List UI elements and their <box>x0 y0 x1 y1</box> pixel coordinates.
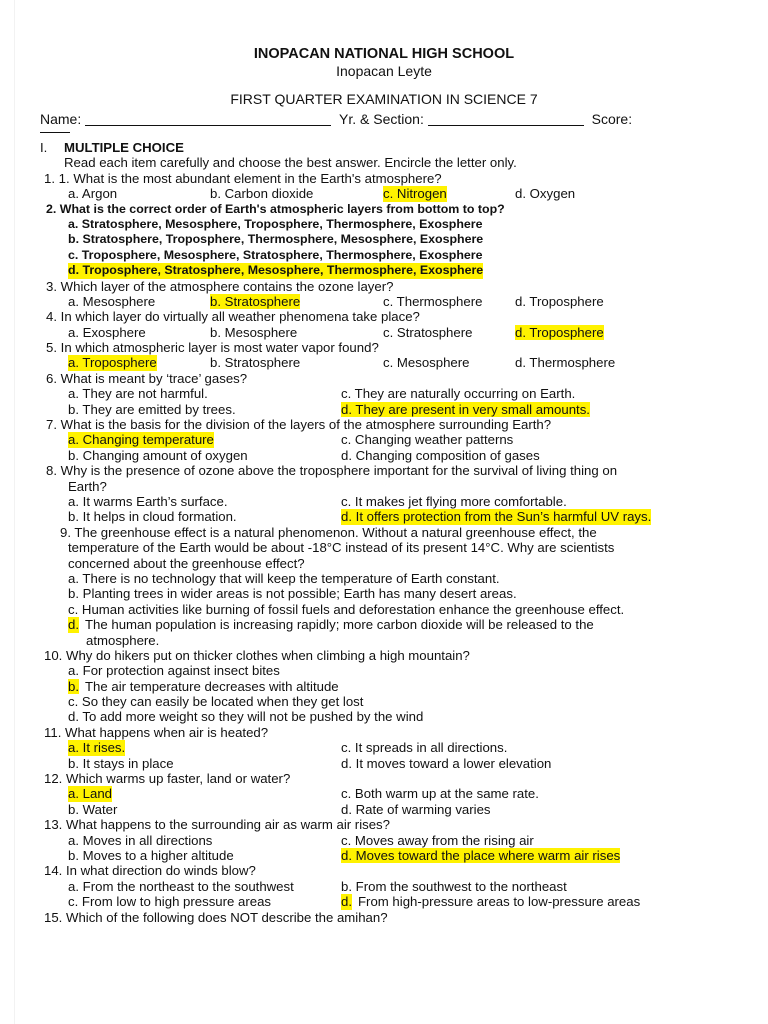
school-name: INOPACAN NATIONAL HIGH SCHOOL <box>253 46 515 62</box>
exam-line <box>0 879 768 894</box>
highlighted-answer: d. <box>68 617 79 633</box>
exam-line <box>0 817 768 832</box>
exam-text: a. Argon <box>68 186 118 202</box>
exam-text: b. Changing amount of oxygen <box>68 447 248 463</box>
exam-line <box>0 402 768 417</box>
section-blank <box>428 111 584 126</box>
exam-text: 2. What is the correct order of Earth's atmospheric layers from bottom to top? <box>46 201 505 216</box>
exam-text: 3. Which layer of the atmosphere contains the ozone layer? <box>46 278 394 294</box>
exam-line <box>0 910 768 925</box>
exam-line <box>0 371 768 386</box>
exam-line <box>0 432 768 447</box>
exam-line <box>0 786 768 801</box>
exam-text: The human population is increasing rapidly; more carbon dioxide will be released to the <box>85 617 594 633</box>
school-location: Inopacan Leyte <box>336 63 432 79</box>
exam-line <box>0 556 768 571</box>
exam-title: FIRST QUARTER EXAMINATION IN SCIENCE 7 <box>230 91 538 107</box>
exam-text: d. Rate of warming varies <box>341 801 491 817</box>
exam-line <box>0 417 768 432</box>
exam-line <box>0 802 768 817</box>
exam-text: c. It spreads in all directions. <box>341 740 508 756</box>
exam-text: b. Mesosphere <box>210 324 298 340</box>
highlighted-answer: b. Stratosphere <box>210 293 301 309</box>
exam-text: a. Mesosphere <box>68 293 156 309</box>
exam-line <box>0 571 768 586</box>
exam-text: a. Moves in all directions <box>68 832 213 848</box>
exam-text: c. They are naturally occurring on Earth. <box>341 386 576 402</box>
exam-line <box>0 171 768 186</box>
exam-text: c. So they can easily be located when they get lost <box>68 694 364 710</box>
exam-text: c. Troposphere, Mesosphere, Stratosphere, Thermosphere, Exosphere <box>68 247 483 262</box>
exam-text: 14. In what direction do winds blow? <box>44 863 256 879</box>
exam-line <box>0 509 768 524</box>
exam-text: c. Both warm up at the same rate. <box>341 786 539 802</box>
exam-text: c. From low to high pressure areas <box>68 894 272 910</box>
exam-text: 9. The greenhouse effect is a natural phenomenon. Without a natural greenhouse effect, the <box>60 524 597 540</box>
exam-text: 15. Which of the following does NOT describe the amihan? <box>44 909 388 925</box>
exam-line <box>0 232 768 247</box>
exam-text: b. It helps in cloud formation. <box>68 509 237 525</box>
exam-line <box>0 294 768 309</box>
highlighted-answer: d. Troposphere, Stratosphere, Mesosphere, Thermosphere, Exosphere <box>68 263 484 278</box>
name-blank <box>85 111 331 126</box>
exam-text: a. Exosphere <box>68 324 146 340</box>
exam-text: b. From the southwest to the northeast <box>341 878 567 894</box>
exam-text: 5. In which atmospheric layer is most water vapor found? <box>46 340 379 356</box>
exam-line <box>0 663 768 678</box>
exam-line <box>0 494 768 509</box>
exam-line <box>0 525 768 540</box>
exam-text: c. Human activities like burning of fossil fuels and deforestation enhance the greenhouse effect. <box>68 601 625 617</box>
exam-text: b. Moves to a higher altitude <box>68 847 234 863</box>
exam-line <box>0 771 768 786</box>
exam-text: 13. What happens to the surrounding air as warm air rises? <box>44 817 390 833</box>
exam-text: c. Changing weather patterns <box>341 432 514 448</box>
exam-text: a. For protection against insect bites <box>68 663 280 679</box>
exam-text: From high-pressure areas to low-pressure areas <box>358 894 641 910</box>
exam-text: 8. Why is the presence of ozone above the troposphere important for the survival of living thing on <box>46 463 618 479</box>
exam-line <box>0 202 768 217</box>
exam-line <box>0 586 768 601</box>
exam-text: d. Oxygen <box>515 186 576 202</box>
exam-text: 1. 1. What is the most abundant element in the Earth's atmosphere? <box>44 170 442 186</box>
exam-text: temperature of the Earth would be about -18°C instead of its present 14°C. Why are scientists <box>68 540 615 556</box>
exam-line <box>0 833 768 848</box>
highlighted-answer: a. Troposphere <box>68 355 157 371</box>
highlighted-answer: b. <box>68 678 79 694</box>
exam-line <box>0 355 768 370</box>
exam-line <box>0 448 768 463</box>
exam-text: atmosphere. <box>86 632 160 648</box>
exam-text: c. Stratosphere <box>383 324 473 340</box>
exam-line <box>0 694 768 709</box>
exam-text: b. Carbon dioxide <box>210 186 314 202</box>
document-header <box>0 46 768 108</box>
exam-text: 10. Why do hikers put on thicker clothes when climbing a high mountain? <box>44 647 470 663</box>
exam-line <box>0 863 768 878</box>
section-number: I. <box>40 140 48 155</box>
exam-line <box>0 617 768 632</box>
highlighted-answer: a. It rises. <box>68 740 126 756</box>
exam-line <box>0 479 768 494</box>
highlighted-answer: a. Changing temperature <box>68 432 214 448</box>
section-heading <box>0 140 768 155</box>
student-info-row <box>40 111 740 128</box>
exam-text: a. There is no technology that will keep the temperature of Earth constant. <box>68 570 500 586</box>
exam-line <box>0 740 768 755</box>
exam-text: b. Planting trees in wider areas is not possible; Earth has many desert areas. <box>68 586 517 602</box>
exam-line <box>0 602 768 617</box>
exam-line <box>0 340 768 355</box>
highlighted-answer: d. <box>341 894 352 910</box>
highlighted-answer: d. Troposphere <box>515 324 604 340</box>
exam-text: 12. Which warms up faster, land or water? <box>44 771 291 787</box>
exam-text: 7. What is the basis for the division of the layers of the atmosphere surrounding Earth? <box>46 417 552 433</box>
highlighted-answer: a. Land <box>68 786 112 802</box>
exam-text: b. It stays in place <box>68 755 174 771</box>
exam-line <box>0 309 768 324</box>
exam-line <box>0 633 768 648</box>
exam-line <box>0 756 768 771</box>
score-label: Score: <box>591 111 633 127</box>
exam-line <box>0 540 768 555</box>
highlighted-answer: d. Moves toward the place where warm air rises <box>341 847 621 863</box>
exam-line <box>0 217 768 232</box>
section-instruction <box>0 155 768 170</box>
exam-line <box>0 848 768 863</box>
exam-text: c. Moves away from the rising air <box>341 832 534 848</box>
exam-text: The air temperature decreases with altitude <box>85 678 339 694</box>
exam-text: 6. What is meant by ‘trace’ gases? <box>46 370 248 386</box>
exam-text: b. Water <box>68 801 118 817</box>
exam-content <box>0 140 768 925</box>
highlighted-answer: c. Nitrogen <box>383 186 447 202</box>
exam-line <box>0 325 768 340</box>
section-label: Yr. & Section: <box>339 111 424 127</box>
name-label: Name: <box>40 111 82 127</box>
exam-text: b. Stratosphere, Troposphere, Thermosphere, Mesosphere, Exosphere <box>68 232 484 247</box>
exam-text: d. Thermosphere <box>515 355 616 371</box>
exam-text: c. Thermosphere <box>383 293 483 309</box>
exam-text: a. It warms Earth’s surface. <box>68 493 228 509</box>
exam-line <box>0 248 768 263</box>
highlighted-answer: d. It offers protection from the Sun’s harmful UV rays. <box>341 509 652 525</box>
exam-text: a. They are not harmful. <box>68 386 208 402</box>
exam-line <box>0 186 768 201</box>
exam-line <box>0 709 768 724</box>
exam-text: concerned about the greenhouse effect? <box>68 555 305 571</box>
exam-text: d. To add more weight so they will not be pushed by the wind <box>68 709 424 725</box>
exam-line <box>0 648 768 663</box>
exam-text: 4. In which layer do virtually all weather phenomena take place? <box>46 309 420 325</box>
exam-text: c. It makes jet flying more comfortable. <box>341 493 567 509</box>
exam-text: b. Stratosphere <box>210 355 301 371</box>
exam-text: c. Mesosphere <box>383 355 470 371</box>
exam-line <box>0 894 768 909</box>
exam-text: a. From the northeast to the southwest <box>68 878 294 894</box>
exam-text: d. Troposphere <box>515 293 604 309</box>
exam-line <box>0 463 768 478</box>
exam-line <box>0 263 768 278</box>
exam-text: d. It moves toward a lower elevation <box>341 755 552 771</box>
exam-line <box>0 725 768 740</box>
highlighted-answer: d. They are present in very small amounts. <box>341 401 590 417</box>
exam-line <box>0 386 768 401</box>
exam-text: b. They are emitted by trees. <box>68 401 236 417</box>
exam-text: Earth? <box>68 478 107 494</box>
section-title: MULTIPLE CHOICE <box>64 140 184 155</box>
exam-line <box>0 679 768 694</box>
exam-text: d. Changing composition of gases <box>341 447 540 463</box>
exam-line <box>0 279 768 294</box>
exam-text: 11. What happens when air is heated? <box>44 724 269 740</box>
exam-text: a. Stratosphere, Mesosphere, Troposphere, Thermosphere, Exosphere <box>68 216 483 231</box>
score-underline <box>40 132 70 133</box>
instruction-text: Read each item carefully and choose the best answer. Encircle the letter only. <box>64 155 517 171</box>
